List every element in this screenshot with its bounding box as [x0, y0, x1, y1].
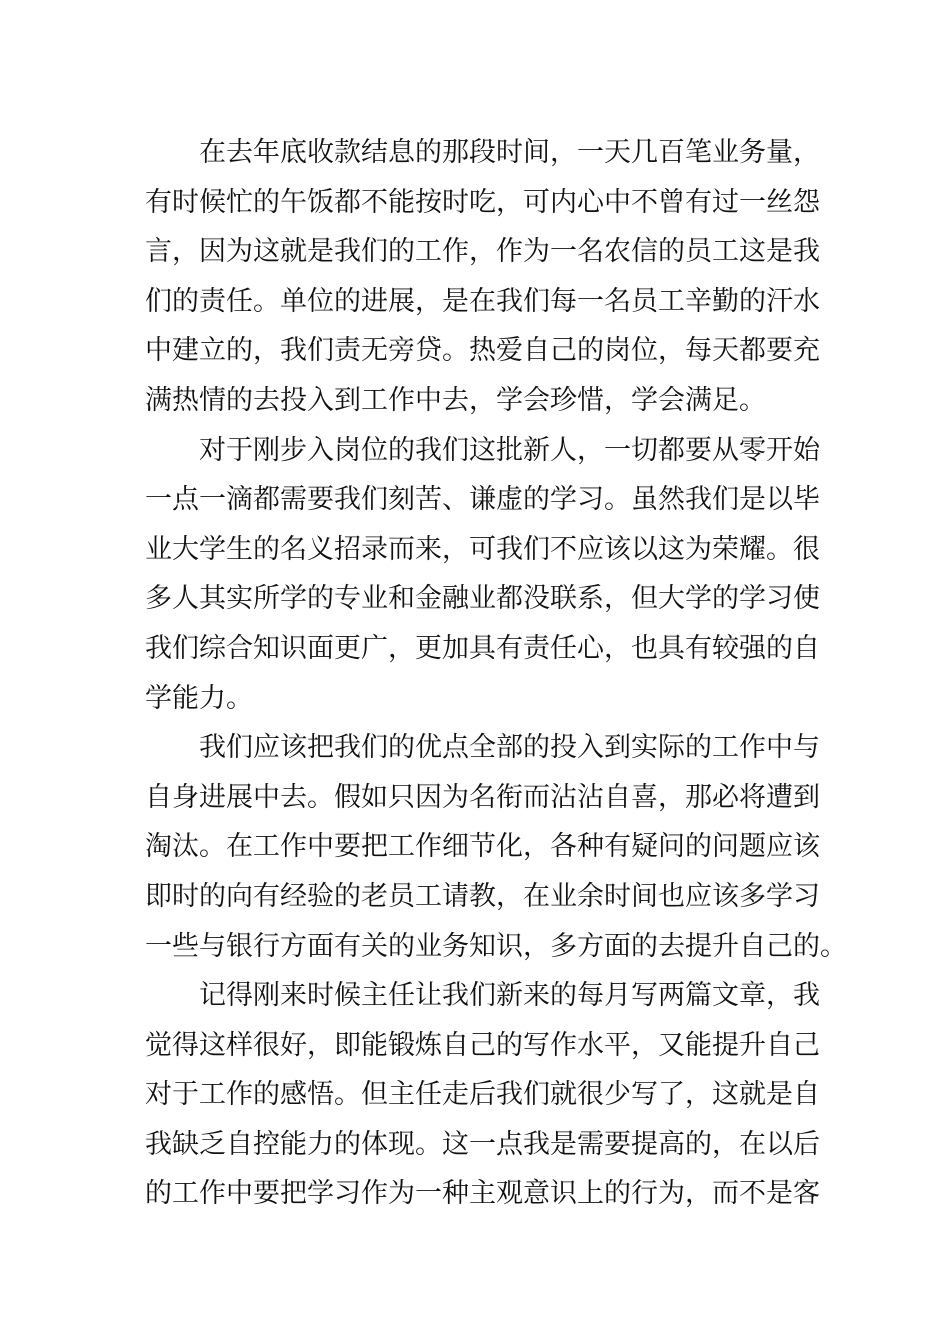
text-line: 业大学生的名义招录而来，可我们不应该以这为荣耀。很	[145, 533, 820, 565]
text-line: 言，因为这就是我们的工作，作为一名农信的员工这是我	[145, 236, 820, 268]
paragraph-4	[145, 971, 820, 1219]
text-line: 淘汰。在工作中要把工作细节化，各种有疑问的问题应该	[145, 831, 820, 863]
text-line: 满热情的去投入到工作中去，学会珍惜，学会满足。	[145, 384, 766, 416]
text-line: 学能力。	[145, 682, 253, 714]
text-line: 多人其实所学的专业和金融业都没联系，但大学的学习使	[145, 583, 820, 615]
paragraph-2	[145, 426, 820, 724]
text-line: 即时的向有经验的老员工请教，在业余时间也应该多学习	[145, 880, 820, 912]
text-line: 们的责任。单位的进展，是在我们每一名员工辛勤的汗水	[145, 285, 820, 317]
text-line: 有时候忙的午饭都不能按时吃，可内心中不曾有过一丝怨	[145, 186, 820, 218]
text-line: 我们应该把我们的优点全部的投入到实际的工作中与	[199, 732, 820, 764]
text-line: 中建立的，我们责无旁贷。热爱自己的岗位，每天都要充	[145, 335, 820, 367]
text-line: 我们综合知识面更广，更加具有责任心，也具有较强的自	[145, 632, 820, 664]
text-line: 对于刚步入岗位的我们这批新人，一切都要从零开始	[199, 434, 820, 466]
document-body	[145, 128, 847, 1219]
text-line: 一点一滴都需要我们刻苦、谦虚的学习。虽然我们是以毕	[145, 484, 820, 516]
text-line: 记得刚来时候主任让我们新来的每月写两篇文章，我	[199, 980, 820, 1012]
text-line: 的工作中要把学习作为一种主观意识上的行为，而不是客	[145, 1178, 820, 1210]
text-line: 自身进展中去。假如只因为名衔而沾沾自喜，那必将遭到	[145, 781, 820, 813]
text-line: 在去年底收款结息的那段时间，一天几百笔业务量，	[199, 137, 820, 168]
paragraph-3	[145, 723, 847, 971]
text-line: 对于工作的感悟。但主任走后我们就很少写了，这就是自	[145, 1079, 820, 1111]
text-line: 一些与银行方面有关的业务知识，多方面的去提升自己的。	[145, 930, 847, 962]
text-line: 觉得这样很好，即能锻炼自己的写作水平，又能提升自己	[145, 1029, 820, 1061]
paragraph-1	[145, 128, 820, 426]
text-line: 我缺乏自控能力的体现。这一点我是需要提高的，在以后	[145, 1128, 820, 1160]
